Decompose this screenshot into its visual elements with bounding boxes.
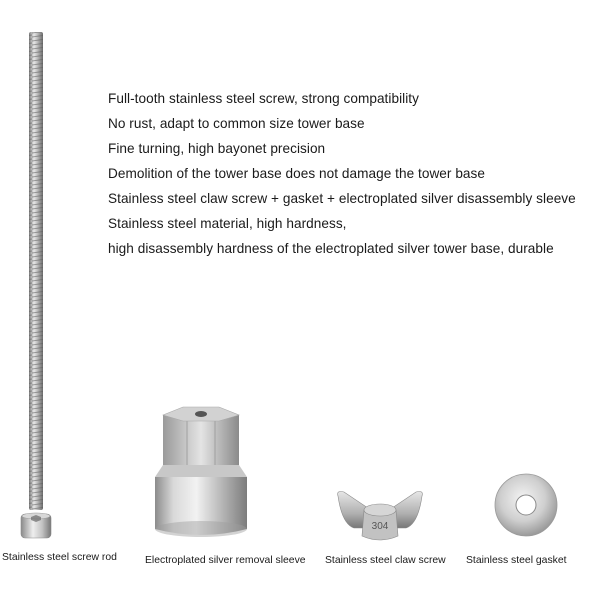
feature-line: Fine turning, high bayonet precision <box>108 141 326 156</box>
removal-sleeve-caption: Electroplated silver removal sleeve <box>145 555 306 566</box>
feature-line: Stainless steel material, high hardness, <box>108 216 347 231</box>
gasket-caption: Stainless steel gasket <box>466 555 567 566</box>
feature-line: high disassembly hardness of the electroplated silver tower base, durable <box>108 241 554 256</box>
feature-list <box>108 86 598 261</box>
feature-line: Full-tooth stainless steel screw, strong compatibility <box>108 91 419 106</box>
feature-line: Demolition of the tower base does not damage the tower base <box>108 166 486 181</box>
removal-sleeve-image <box>153 405 249 541</box>
claw-screw-image <box>334 488 426 544</box>
claw-screw-caption: Stainless steel claw screw <box>325 555 446 566</box>
screw-rod-image <box>18 30 54 542</box>
feature-line: No rust, adapt to common size tower base <box>108 116 365 131</box>
screw-rod-caption: Stainless steel screw rod <box>2 552 117 563</box>
claw-screw-stamp: 304 <box>371 521 389 532</box>
gasket-image <box>493 472 559 538</box>
feature-line: Stainless steel claw screw + gasket + electroplated silver disassembly sleeve <box>108 191 576 206</box>
